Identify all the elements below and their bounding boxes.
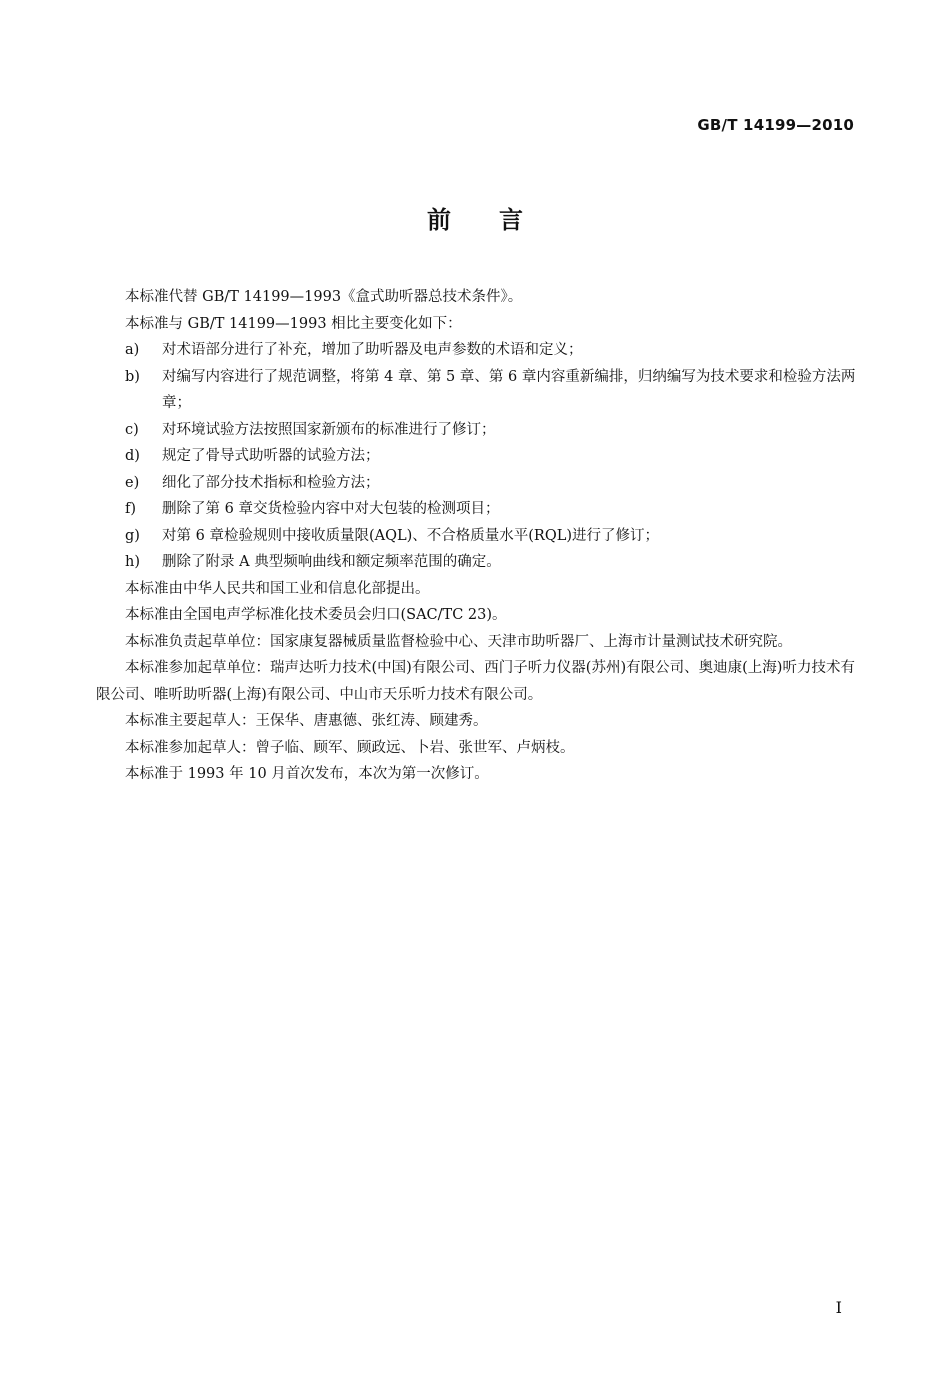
- list-item: [96, 417, 856, 444]
- list-item-text: 细化了部分技术指标和检验方法；: [162, 474, 380, 491]
- list-item-text: 规定了骨导式助听器的试验方法；: [162, 448, 380, 464]
- list-marker: f): [125, 501, 137, 517]
- proposer-statement: 本标准由中华人民共和国工业和信息化部提出。: [125, 580, 430, 597]
- list-item-text: 对编写内容进行了规范调整，将第 4 章、第 5 章、第 6 章内容重新编排，归纳编写为技术要求和检验方法两章；: [162, 368, 856, 411]
- list-item-text: 删除了附录 A 典型频响曲线和额定频率范围的确定。: [162, 554, 501, 570]
- list-item: [96, 523, 856, 550]
- participating-drafting-units: 本标准参加起草单位：瑞声达听力技术(中国)有限公司、西门子听力仪器(苏州)有限公司、奥迪康(上海)听力技术有限公司、唯听助听器(上海)有限公司、中山市天乐听力技术有限公司。: [96, 660, 855, 703]
- changes-list: [96, 337, 856, 576]
- list-item-text: 对术语部分进行了补充，增加了助听器及电声参数的术语和定义；: [162, 342, 583, 358]
- list-item: [96, 443, 856, 470]
- list-marker: e): [125, 474, 140, 491]
- foreword-body: [96, 284, 856, 788]
- intro-paragraph: 本标准与 GB/T 14199—1993 相比主要变化如下：: [125, 315, 462, 332]
- page-number: I: [835, 1298, 842, 1317]
- list-item-text: 对环境试验方法按照国家新颁布的标准进行了修订；: [162, 421, 496, 438]
- list-marker: c): [125, 421, 139, 438]
- page-title: 前言: [427, 206, 571, 234]
- participating-drafters: 本标准参加起草人：曾子临、顾军、顾政远、卜岩、张世军、卢炳枝。: [125, 739, 575, 756]
- list-item: [96, 496, 856, 523]
- list-marker: d): [125, 448, 140, 464]
- main-drafters: 本标准主要起草人：王保华、唐惠德、张红涛、顾建秀。: [125, 713, 488, 729]
- list-item: [96, 364, 856, 417]
- list-marker: a): [125, 342, 140, 358]
- list-item: [96, 549, 856, 576]
- list-marker: h): [125, 554, 140, 570]
- standard-number: GB/T 14199—2010: [697, 116, 854, 134]
- list-item: [96, 470, 856, 497]
- list-marker: g): [125, 527, 140, 544]
- publication-history: 本标准于 1993 年 10 月首次发布，本次为第一次修订。: [125, 766, 489, 782]
- lead-drafting-units: 本标准负责起草单位：国家康复器械质量监督检验中心、天津市助听器厂、上海市计量测试技术研究院。: [125, 633, 792, 650]
- list-item-text: 删除了第 6 章交货检验内容中对大包装的检测项目；: [162, 501, 500, 517]
- list-item-text: 对第 6 章检验规则中接收质量限(AQL)、不合格质量水平(RQL)进行了修订；: [162, 527, 659, 544]
- list-marker: b): [125, 368, 140, 385]
- list-item: [96, 337, 856, 364]
- committee-statement: 本标准由全国电声学标准化技术委员会归口(SAC/TC 23)。: [125, 607, 507, 623]
- intro-paragraph: 本标准代替 GB/T 14199—1993《盒式助听器总技术条件》。: [125, 289, 523, 305]
